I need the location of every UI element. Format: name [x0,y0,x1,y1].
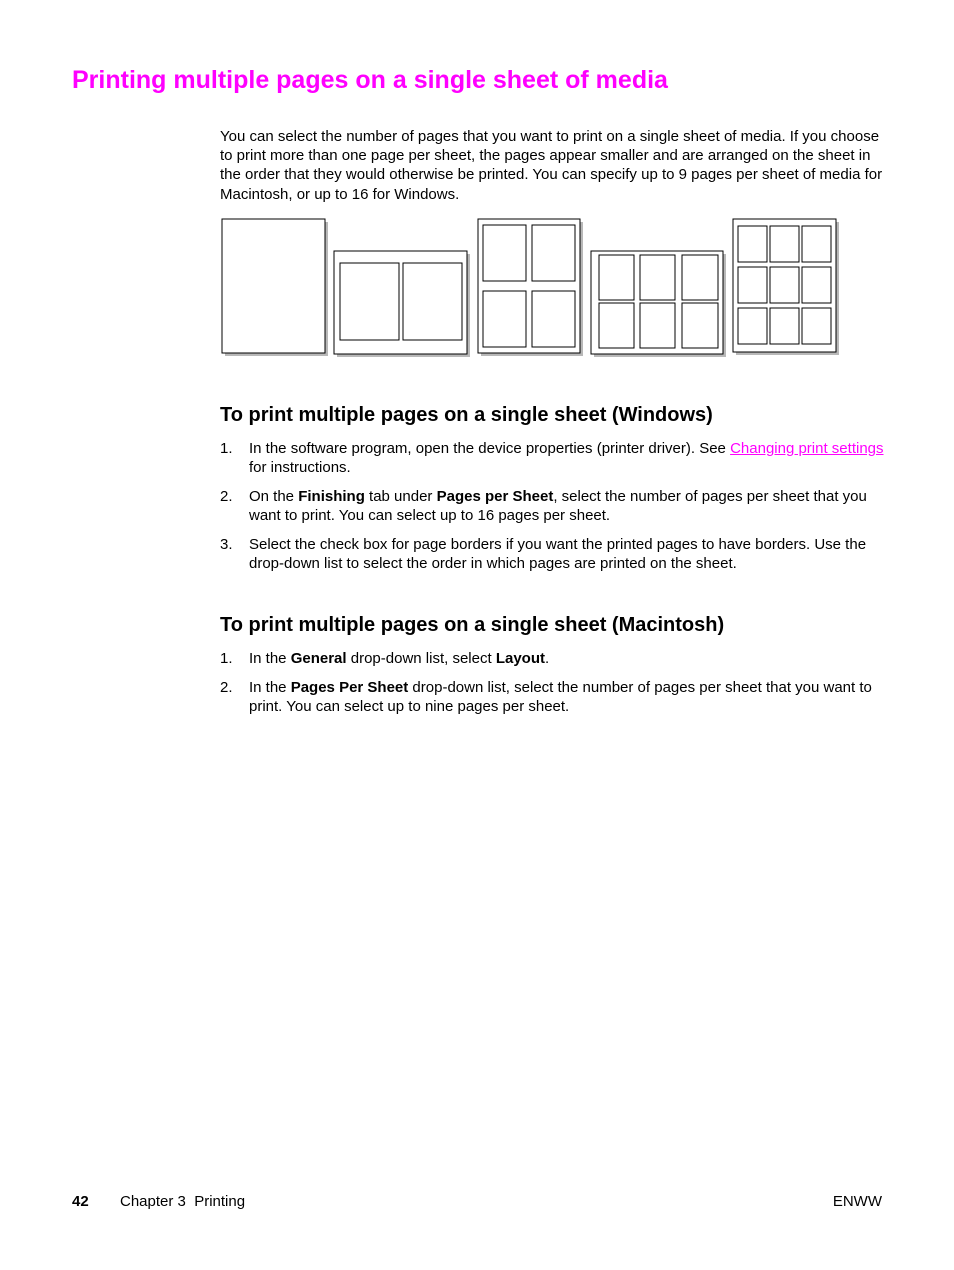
step-text: In the software program, open the device properties (printer driver). See [249,440,731,457]
step-text: tab under [364,487,437,505]
layout-9-pages-sheet [733,219,839,355]
footer-page-number: 42 [72,1193,89,1210]
step-text: drop-down list, select [346,650,496,667]
step-text: . [544,650,550,667]
layout-6-pages-sheet [591,251,726,357]
pages-per-sheet-term: Pages Per Sheet [290,678,409,696]
intro-paragraph: You can select the number of pages that you want to print on a single sheet of media. If you choose to print more than one page per sheet, the pages appear smaller and are arranged on the sheet in the order that they would otherwise be printed. You can specify up to 9 pages per sheet of media for Macintosh, or up to 16 for Windows. [220,128,883,203]
finishing-tab-term: Finishing [298,487,365,505]
general-term: General [290,650,347,667]
footer-right-label: ENWW [832,1193,882,1210]
step-number: 1. [220,440,233,457]
layout-term: Layout [495,650,545,667]
step-number: 2. [220,487,233,505]
step-text: drop-down list, select the number of pages per sheet that you want to print. You can select up to nine pages per sheet. [249,678,872,715]
step-number: 3. [220,535,233,553]
list-item [220,487,888,525]
pages-per-sheet-illustration [220,218,842,358]
macintosh-steps-list [220,649,888,726]
page-title: Printing multiple pages on a single sheet of media [72,66,668,94]
footer-chapter: Chapter 3 Printing [120,1193,246,1210]
layout-1-page-sheet [222,219,328,356]
layout-4-pages-sheet [478,219,583,356]
macintosh-section-heading: To print multiple pages on a single sheet (Macintosh) [220,614,725,636]
step-text: Select the check box for page borders if you want the printed pages to have borders. Use the drop-down list to select the order in which pages are printed on the sheet. [249,535,867,573]
step-text: In the [249,678,291,696]
list-item [220,678,888,716]
list-item [220,439,888,477]
windows-steps-list [220,439,888,583]
step-text: On the [249,487,299,505]
step-text: , select the number of pages per sheet that you want to print. You can select up to 16 pages per sheet. [249,487,867,525]
step-text: for instructions. [249,459,351,477]
list-item [220,649,888,668]
list-item [220,535,888,573]
layout-2-pages-sheet [334,251,470,357]
step-text: In the [249,650,291,667]
step-number: 2. [220,678,233,696]
windows-section-heading: To print multiple pages on a single sheet (Windows) [220,404,713,426]
pages-per-sheet-term: Pages per Sheet [436,487,554,505]
step-number: 1. [220,650,233,667]
changing-print-settings-link[interactable]: Changing print settings [730,440,884,457]
